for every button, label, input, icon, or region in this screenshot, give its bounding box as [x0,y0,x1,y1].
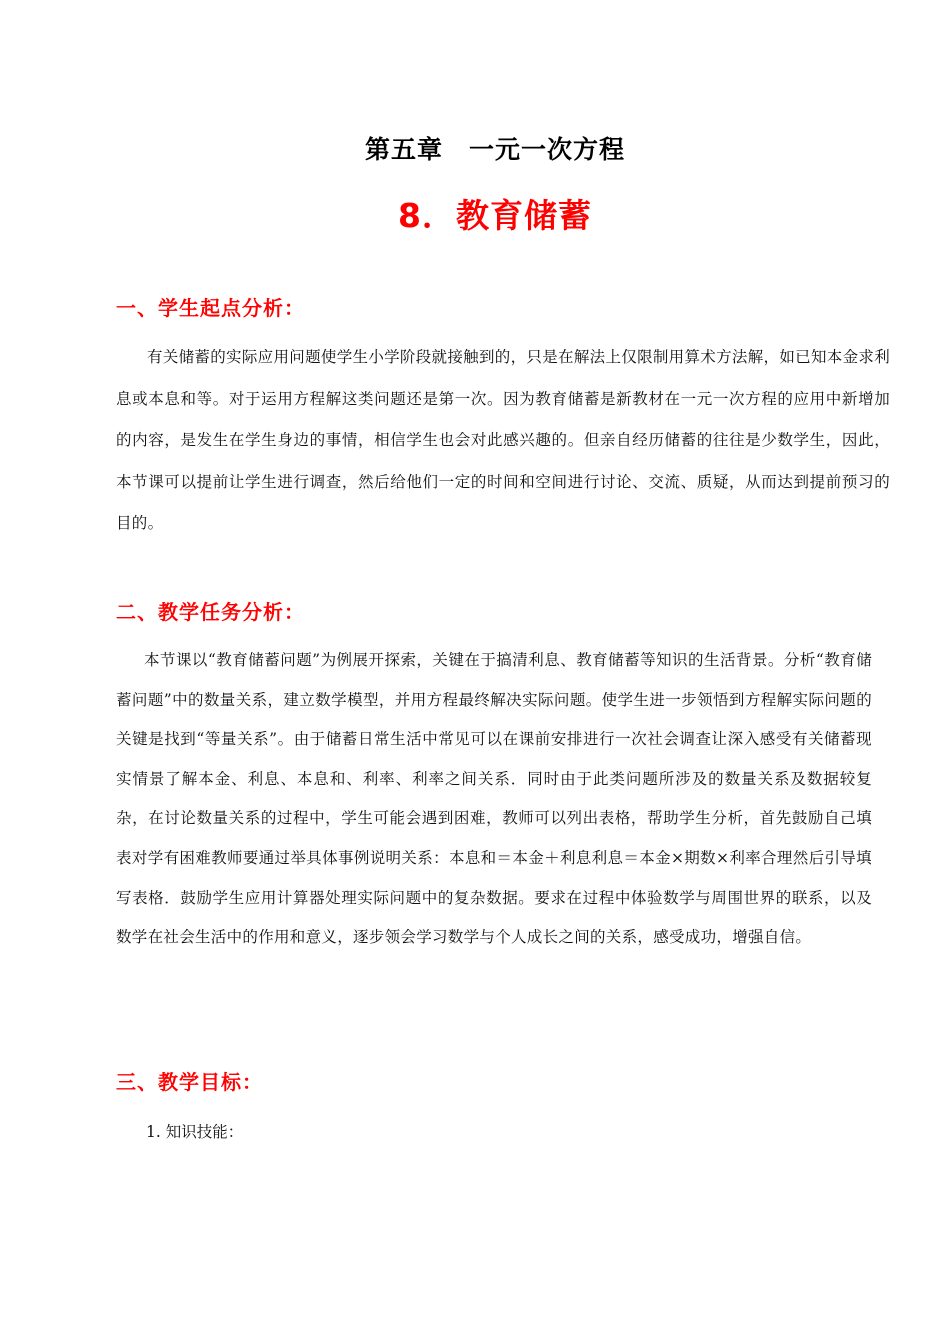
goal-item-knowledge-skills: 1. 知识技能： [146,1123,244,1141]
section-heading-task-analysis: 二、教学任务分析： [116,600,305,624]
section-heading-student-analysis: 一、学生起点分析： [116,296,305,320]
lesson-title: 8．教育储蓄 [398,196,592,235]
section-body-student-analysis: 有关储蓄的实际应用问题使学生小学阶段就接触到的，只是在解法上仅限制用算术方法解，如已知本金求利息或本息和等。对于运用方程解这类问题还是第一次。因为教育储蓄是新教材在一元一次方程的应用中新增加的内容，是发生在学生身边的事情，相信学生也会对此感兴趣的。但亲自经历储蓄的往往是少数学生，因此，本节课可以提前让学生进行调查，然后给他们一定的时间和空间进行讨论、交流、质疑，从而达到提前预习的目的。 [116,348,890,532]
chapter-title: 第五章 一元一次方程 [364,135,625,164]
section-body-task-analysis: 本节课以“教育储蓄问题”为例展开探索，关键在于搞清利息、教育储蓄等知识的生活背景。分析“教育储蓄问题”中的数量关系，建立数学模型，并用方程最终解决实际问题。使学生进一步领悟到方程解实际问题的关键是找到“等量关系”。由于储蓄日常生活中常见可以在课前安排进行一次社会调查让深入感受有关储蓄现实情景了解本金、利息、本息和、利率、利率之间关系．同时由于此类问题所涉及的数量关系及数据较复杂，在讨论数量关系的过程中，学生可能会遇到困难，教师可以列出表格，帮助学生分析，首先鼓励自己填表对学有困难教师要通过举具体事例说明关系：本息和＝本金＋利息利息＝本金×期数×利率合理然后引导填写表格．鼓励学生应用计算器处理实际问题中的复杂数据。要求在过程中体验数学与周围世界的联系，以及数学在社会生活中的作用和意义，逐步领会学习数学与个人成长之间的关系，感受成功，增强自信。 [116,651,872,947]
section-heading-teaching-goals: 三、教学目标： [116,1070,263,1094]
